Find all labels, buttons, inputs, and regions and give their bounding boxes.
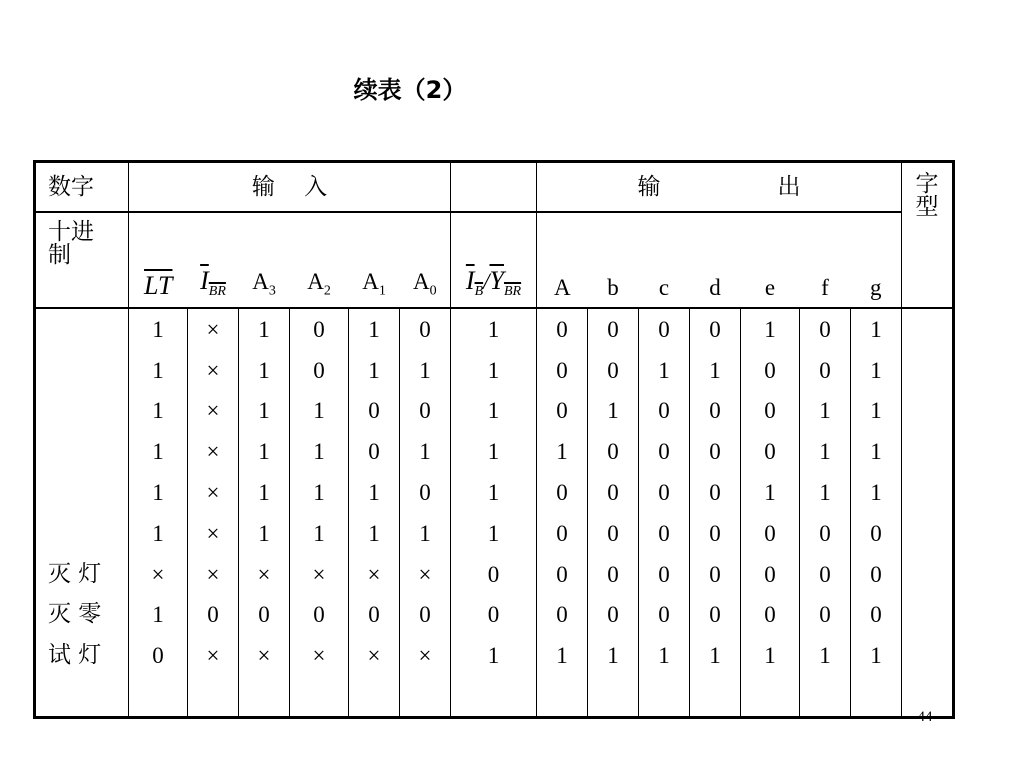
cell-lt: 0 [129, 635, 188, 676]
cell-a2: 1 [290, 391, 349, 432]
page-number: 44 [917, 709, 933, 725]
a0-subscript: 0 [429, 284, 437, 299]
cell-out-a: 0 [537, 350, 588, 391]
decimal-header [35, 212, 129, 308]
cell-out-a: 1 [537, 431, 588, 472]
cell-out-f: 1 [800, 472, 851, 513]
ibr-subscript: BR [208, 284, 226, 299]
cell-ibr: 0 [188, 595, 239, 636]
cell-glyph [902, 391, 954, 432]
cell-out-c: 0 [639, 595, 690, 636]
col-out-g: g [851, 212, 902, 308]
row-label: 试 灯 [35, 635, 129, 676]
cell-out-c: 0 [639, 513, 690, 554]
cell-lt: 1 [129, 513, 188, 554]
cell-out-f: 0 [800, 595, 851, 636]
row-label [35, 431, 129, 472]
cell-lt: × [129, 554, 188, 595]
cell-out-c: 0 [639, 431, 690, 472]
cell-a3: × [239, 635, 290, 676]
cell-ibr: × [188, 635, 239, 676]
cell-out-d: 0 [690, 513, 741, 554]
cell-out-f: 0 [800, 350, 851, 391]
cell-out-b: 0 [588, 431, 639, 472]
cell-ib-ybr: 1 [451, 391, 537, 432]
cell-a1: 0 [349, 595, 400, 636]
a3-label: A [252, 269, 269, 295]
cell-a1: 0 [349, 431, 400, 472]
col-out-a: A [537, 212, 588, 308]
col-out-f: f [800, 212, 851, 308]
a1-subscript: 1 [378, 284, 386, 299]
col-lt [129, 212, 188, 308]
cell-a1: 1 [349, 472, 400, 513]
cell-a0: 0 [400, 472, 451, 513]
cell-a1: 1 [349, 350, 400, 391]
cell-a3: 1 [239, 350, 290, 391]
cell-out-g: 0 [851, 595, 902, 636]
cell-out-c: 1 [639, 635, 690, 676]
cell-glyph [902, 595, 954, 636]
cell-out-e: 0 [741, 350, 800, 391]
cell-out-b: 0 [588, 350, 639, 391]
cell-lt: 1 [129, 308, 188, 350]
cell-a3: 1 [239, 308, 290, 350]
cell-glyph [902, 513, 954, 554]
digit-header: 数字 [35, 162, 129, 213]
cell-out-g: 1 [851, 635, 902, 676]
table-row [35, 635, 954, 676]
cell-a1: × [349, 635, 400, 676]
cell-out-b: 0 [588, 595, 639, 636]
row-label [35, 391, 129, 432]
a0-label: A [412, 269, 430, 295]
cell-out-b: 0 [588, 308, 639, 350]
cell-out-f: 1 [800, 431, 851, 472]
cell-out-g: 0 [851, 513, 902, 554]
ybr-subscript: BR [503, 284, 522, 299]
cell-out-c: 1 [639, 350, 690, 391]
cell-ibr: × [188, 472, 239, 513]
cell-out-b: 0 [588, 472, 639, 513]
cell-a3: 1 [239, 472, 290, 513]
cell-a2: 1 [290, 472, 349, 513]
cell-a3: 1 [239, 391, 290, 432]
cell-lt: 1 [129, 472, 188, 513]
cell-glyph [902, 554, 954, 595]
table-row [35, 595, 954, 636]
cell-out-f: 0 [800, 513, 851, 554]
empty-header-cell [451, 162, 537, 213]
cell-ibr: × [188, 391, 239, 432]
col-out-e: e [741, 212, 800, 308]
table-row [35, 513, 954, 554]
col-a0 [400, 212, 451, 308]
cell-out-b: 0 [588, 554, 639, 595]
cell-out-d: 0 [690, 431, 741, 472]
cell-out-a: 0 [537, 554, 588, 595]
col-ib-ybr [451, 212, 537, 308]
cell-a2: × [290, 635, 349, 676]
cell-a0: × [400, 635, 451, 676]
cell-out-g: 1 [851, 431, 902, 472]
cell-out-c: 0 [639, 308, 690, 350]
col-out-b: b [588, 212, 639, 308]
cell-out-d: 0 [690, 554, 741, 595]
cell-glyph [902, 635, 954, 676]
cell-a3: 1 [239, 513, 290, 554]
cell-out-g: 1 [851, 472, 902, 513]
cell-a2: 0 [290, 595, 349, 636]
cell-a3: 1 [239, 431, 290, 472]
cell-lt: 1 [129, 431, 188, 472]
cell-ib-ybr: 1 [451, 635, 537, 676]
cell-out-e: 0 [741, 554, 800, 595]
cell-out-e: 0 [741, 595, 800, 636]
glyph-header-line2: 型 [915, 194, 939, 220]
cell-a2: 0 [290, 308, 349, 350]
ybr-label: Y [489, 265, 504, 295]
cell-out-a: 0 [537, 391, 588, 432]
input-header: 输 入 [129, 162, 451, 213]
header-row-2 [35, 212, 954, 308]
cell-out-a: 1 [537, 635, 588, 676]
cell-out-a: 0 [537, 513, 588, 554]
row-label [35, 513, 129, 554]
cell-ib-ybr: 0 [451, 554, 537, 595]
cell-ib-ybr: 1 [451, 431, 537, 472]
cell-out-c: 0 [639, 391, 690, 432]
cell-a0: × [400, 554, 451, 595]
cell-glyph [902, 350, 954, 391]
cell-ib-ybr: 1 [451, 513, 537, 554]
cell-glyph [902, 472, 954, 513]
cell-out-d: 1 [690, 635, 741, 676]
cell-ibr: × [188, 350, 239, 391]
ib-ybr-slash: / [483, 268, 490, 294]
cell-out-d: 0 [690, 391, 741, 432]
decimal-header-line2: 制 [48, 242, 71, 268]
table-row [35, 431, 954, 472]
cell-lt: 1 [129, 350, 188, 391]
cell-ibr: × [188, 308, 239, 350]
cell-out-b: 0 [588, 513, 639, 554]
cell-ib-ybr: 1 [451, 308, 537, 350]
a1-label: A [362, 269, 379, 295]
ib-subscript: B [474, 284, 484, 299]
cell-out-e: 0 [741, 513, 800, 554]
a2-label: A [307, 269, 324, 295]
table-row [35, 350, 954, 391]
cell-out-b: 1 [588, 635, 639, 676]
cell-out-d: 0 [690, 595, 741, 636]
cell-out-a: 0 [537, 472, 588, 513]
cell-out-g: 1 [851, 350, 902, 391]
cell-a3: 0 [239, 595, 290, 636]
lt-label: $\overline{LT}$ [144, 271, 173, 300]
cell-ibr: × [188, 554, 239, 595]
cell-out-e: 0 [741, 391, 800, 432]
col-a2 [290, 212, 349, 308]
cell-a0: 0 [400, 391, 451, 432]
glyph-header [902, 162, 954, 309]
cell-ib-ybr: 0 [451, 595, 537, 636]
col-ibr [188, 212, 239, 308]
ib-label: I [465, 265, 475, 295]
col-a3 [239, 212, 290, 308]
cell-glyph [902, 431, 954, 472]
table-row [35, 308, 954, 350]
cell-out-e: 1 [741, 472, 800, 513]
cell-ibr: × [188, 431, 239, 472]
table-row [35, 554, 954, 595]
a2-subscript: 2 [323, 284, 331, 299]
cell-out-e: 1 [741, 308, 800, 350]
cell-out-f: 1 [800, 635, 851, 676]
cell-out-d: 1 [690, 350, 741, 391]
table-title: 续表（2） [353, 76, 467, 104]
row-label: 灭 灯 [35, 554, 129, 595]
cell-a1: × [349, 554, 400, 595]
cell-ib-ybr: 1 [451, 350, 537, 391]
cell-out-f: 0 [800, 554, 851, 595]
cell-lt: 1 [129, 595, 188, 636]
output-header: 输 出 [537, 162, 902, 213]
cell-ib-ybr: 1 [451, 472, 537, 513]
cell-a3: × [239, 554, 290, 595]
cell-a2: 0 [290, 350, 349, 391]
table-row-empty [35, 676, 954, 718]
cell-a0: 0 [400, 595, 451, 636]
row-label [35, 308, 129, 350]
row-label: 灭 零 [35, 595, 129, 636]
a3-subscript: 3 [268, 284, 276, 299]
cell-out-a: 0 [537, 308, 588, 350]
cell-a0: 0 [400, 308, 451, 350]
cell-a0: 1 [400, 431, 451, 472]
col-a1 [349, 212, 400, 308]
ibr-label: I [200, 265, 209, 295]
row-label [35, 350, 129, 391]
cell-out-f: 0 [800, 308, 851, 350]
cell-glyph [902, 308, 954, 350]
glyph-header-line1: 字 [915, 171, 939, 197]
cell-a1: 0 [349, 391, 400, 432]
row-label [35, 472, 129, 513]
cell-out-e: 1 [741, 635, 800, 676]
cell-out-b: 1 [588, 391, 639, 432]
cell-a1: 1 [349, 308, 400, 350]
cell-out-d: 0 [690, 308, 741, 350]
cell-out-a: 0 [537, 595, 588, 636]
cell-a2: 1 [290, 513, 349, 554]
decimal-header-line1: 十进 [48, 219, 94, 245]
cell-out-g: 1 [851, 391, 902, 432]
truth-table [33, 160, 955, 719]
cell-out-d: 0 [690, 472, 741, 513]
cell-a0: 1 [400, 513, 451, 554]
cell-out-c: 0 [639, 554, 690, 595]
cell-ibr: × [188, 513, 239, 554]
cell-out-c: 0 [639, 472, 690, 513]
col-out-d: d [690, 212, 741, 308]
table-row [35, 472, 954, 513]
col-out-c: c [639, 212, 690, 308]
cell-a2: 1 [290, 431, 349, 472]
header-row-1 [35, 162, 954, 213]
cell-a1: 1 [349, 513, 400, 554]
cell-lt: 1 [129, 391, 188, 432]
table-row [35, 391, 954, 432]
cell-out-e: 0 [741, 431, 800, 472]
cell-a0: 1 [400, 350, 451, 391]
cell-out-g: 1 [851, 308, 902, 350]
cell-out-f: 1 [800, 391, 851, 432]
cell-out-g: 0 [851, 554, 902, 595]
cell-a2: × [290, 554, 349, 595]
